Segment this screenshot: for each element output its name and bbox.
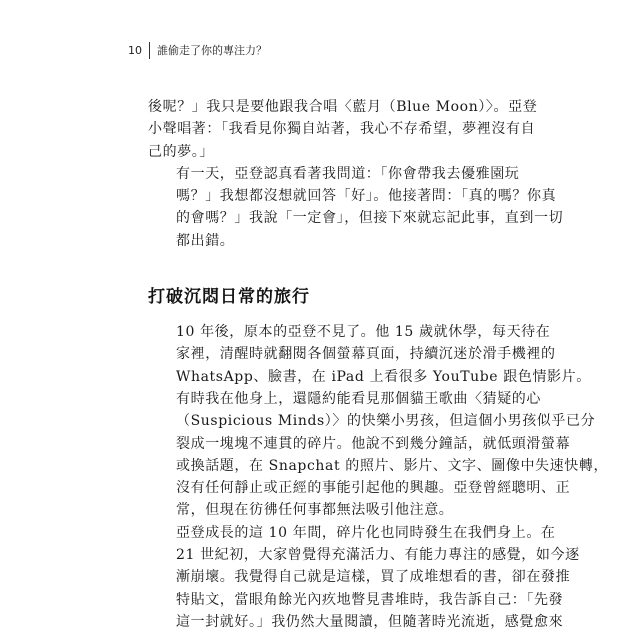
text-line: 亞登成長的這 10 年間，碎片化也同時發生在我們身上。在 bbox=[176, 524, 556, 541]
page-number: 10 bbox=[128, 43, 142, 57]
paragraph bbox=[148, 522, 580, 633]
text-line: 的會嗎？」我說「一定會」，但接下來就忘記此事，直到一切 bbox=[176, 210, 564, 227]
text-line: 常，但現在彷彿任何事都無法吸引他注意。 bbox=[176, 502, 454, 519]
paragraphs-bottom bbox=[148, 321, 609, 633]
text-line: 小聲唱著：「我看見你獨自站著，我心不存希望，夢裡沒有自 bbox=[148, 121, 536, 138]
text-line: 裂成一塊塊不連貫的碎片。他說不到幾分鐘話，就低頭滑螢幕 bbox=[176, 435, 571, 452]
text-line: 嗎？」我想都沒想就回答「好」。他接著問：「真的嗎？你真 bbox=[176, 188, 557, 205]
section-heading: 打破沉悶日常的旅行 bbox=[148, 287, 310, 308]
paragraph bbox=[148, 96, 538, 163]
text-line: 後呢？」我只是要他跟我合唱〈藍月（Blue Moon）〉。亞登 bbox=[148, 99, 538, 115]
header-divider bbox=[149, 42, 150, 59]
running-title: 誰偷走了你的專注力？ bbox=[157, 44, 267, 57]
text-line: 特貼文，當眼角餘光內疚地瞥見書堆時，我告訴自己：「先發 bbox=[176, 591, 564, 608]
text-line: 有一天，亞登認真看著我問道：「你會帶我去優雅園玩 bbox=[176, 165, 520, 182]
running-header bbox=[128, 40, 267, 60]
text-line: （Suspicious Minds）〉的快樂小男孩，但這個小男孩似乎已分 bbox=[176, 413, 596, 430]
paragraph bbox=[148, 321, 609, 522]
text-line: 10 年後，原本的亞登不見了。他 15 歲就休學，每天待在 bbox=[176, 324, 551, 341]
text-line: 21 世紀初，大家曾覺得充滿活力、有能力專注的感覺，如今逐 bbox=[176, 547, 580, 564]
text-line: 家裡，清醒時就翻閱各個螢幕頁面，持續沉迷於滑手機裡的 bbox=[176, 346, 556, 363]
text-line: 漸崩壞。我覺得自己就是這樣，買了成堆想看的書，卻在發推 bbox=[176, 569, 571, 586]
text-line: 或換話題，在 Snapchat 的照片、影片、文字、圖像中失速快轉， bbox=[176, 457, 609, 474]
text-line: 沒有任何靜止或正經的事能引起他的興趣。亞登曾經聰明、正 bbox=[176, 480, 571, 497]
text-line: 己的夢。」 bbox=[148, 143, 214, 160]
body-text bbox=[148, 96, 609, 633]
text-line: 有時我在他身上，還隱約能看見那個貓王歌曲〈猜疑的心 bbox=[176, 390, 541, 407]
text-line: 這一封就好。」我仍然大量閱讀，但隨著時光流逝，感覺愈來 bbox=[176, 613, 564, 630]
text-line: WhatsApp、臉書，在 iPad 上看很多 YouTube 跟色情影片。 bbox=[176, 368, 591, 385]
text-line: 都出錯。 bbox=[176, 232, 235, 249]
paragraph bbox=[148, 163, 564, 252]
paragraphs-top bbox=[148, 96, 564, 252]
